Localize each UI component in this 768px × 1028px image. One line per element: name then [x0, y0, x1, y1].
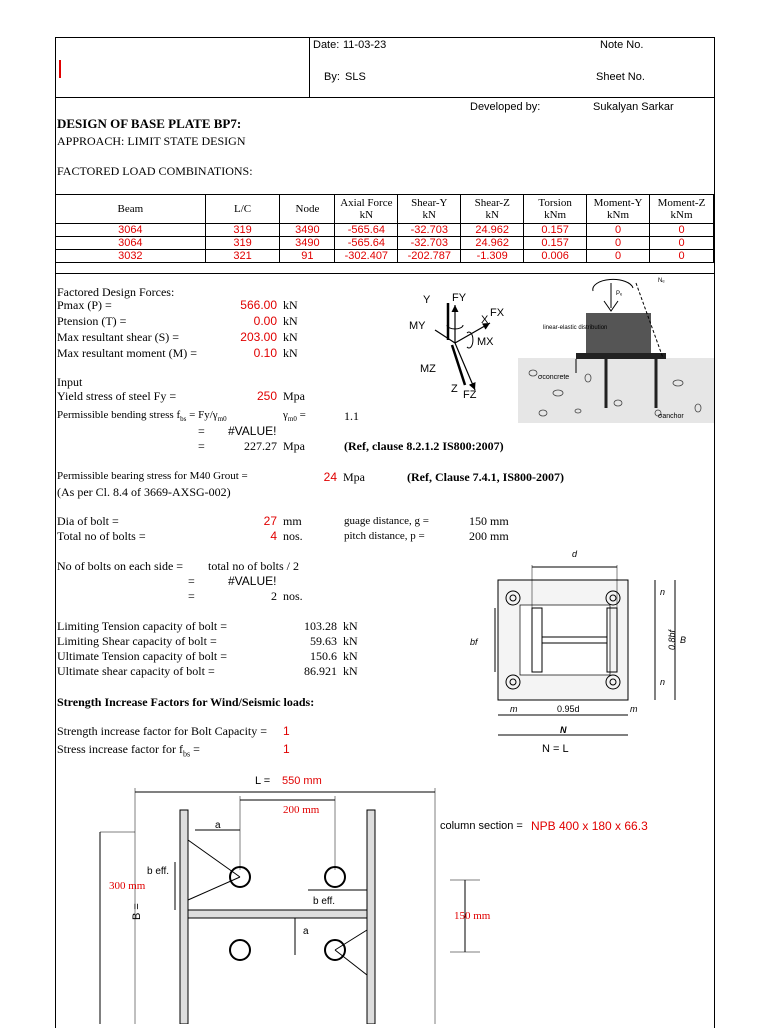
each-eq1: =: [188, 574, 195, 588]
total-value: 4: [270, 529, 277, 543]
cell: -1.309: [461, 250, 524, 263]
dia-label: Dia of bolt =: [57, 514, 119, 528]
header-shear-y: Shear-Y kN: [398, 195, 461, 224]
plan-08bf-label: 0.8bf: [667, 629, 677, 650]
cap-label: Ultimate shear capacity of bolt =: [57, 664, 215, 678]
by-label: By:: [324, 71, 340, 83]
axis-mx-label: MX: [477, 336, 494, 348]
cell: 0.157: [524, 237, 587, 250]
cap-label: Limiting Shear capacity of bolt =: [57, 634, 217, 648]
fbs-unit: Mpa: [283, 439, 305, 453]
bottom-b-label: B =: [131, 903, 143, 920]
fbs-value: 227.27: [244, 439, 277, 453]
column-section-value: NPB 400 x 180 x 66.3: [531, 819, 648, 833]
axis-fy-label: FY: [452, 292, 467, 304]
bottom-a-top-label: a: [215, 820, 221, 831]
bottom-plate-diagram: [95, 770, 495, 1024]
sheet-label: Sheet No.: [596, 71, 645, 83]
anchor-anchor-label: σanchor: [658, 413, 684, 420]
plate-plan-diagram: [460, 545, 710, 765]
cap-unit: kN: [343, 619, 358, 633]
forces-heading: Factored Design Forces:: [57, 285, 175, 299]
plan-d-label: d: [572, 549, 578, 559]
each-unit: nos.: [283, 589, 303, 603]
cell: -32.703: [398, 237, 461, 250]
load-combination-table: [55, 194, 714, 263]
bottom-b-value: 300 mm: [109, 880, 146, 892]
fy-value: 250: [256, 389, 277, 403]
total-unit: nos.: [283, 529, 303, 543]
plan-b-label: B: [680, 635, 687, 645]
cell: 0.006: [524, 250, 587, 263]
header-divider-v: [309, 37, 310, 97]
logo-red-mark: [59, 60, 61, 78]
cap-label: Limiting Tension capacity of bolt =: [57, 619, 228, 633]
each-value: 2: [271, 589, 277, 603]
fy-label: Yield stress of steel Fy =: [57, 389, 177, 403]
cap-unit: kN: [343, 634, 358, 648]
date-label: Date:: [313, 39, 340, 51]
cell: 319: [205, 237, 280, 250]
bottom-a-bottom-label: a: [303, 926, 309, 937]
bearing-unit: Mpa: [343, 470, 365, 484]
header-shear-z: Shear-Z kN: [461, 195, 524, 224]
bottom-beff-label-2: b eff.: [313, 896, 336, 907]
axes-diagram: [395, 285, 520, 410]
anchor-pe-label: Pₑ: [616, 291, 623, 297]
bearing-label: Permissible bearing stress for M40 Grout =: [57, 470, 248, 482]
eq1: =: [198, 424, 205, 438]
shear-value: 203.00: [240, 330, 277, 344]
dia-unit: mm: [283, 514, 302, 528]
input-heading: Input: [57, 375, 83, 389]
plan-m-label-right: m: [630, 704, 638, 714]
cell: 0: [650, 250, 714, 263]
gauge-label: guage distance, g =: [344, 515, 430, 527]
axis-z-label: Z: [451, 383, 458, 395]
anchor-ne-label: Nₑ: [658, 278, 665, 284]
cell: -565.64: [335, 237, 398, 250]
bottom-beff-label-1: b eff.: [147, 866, 170, 877]
note-label: Note No.: [600, 39, 644, 51]
moment-value: 0.10: [253, 346, 277, 360]
each-label: No of bolts on each side =: [57, 559, 184, 573]
bearing-value: 24: [323, 470, 337, 484]
factored-heading: FACTORED LOAD COMBINATIONS:: [57, 164, 253, 178]
axis-mz-label: MZ: [420, 363, 436, 375]
cell: 0: [650, 237, 714, 250]
table-row: [56, 237, 714, 250]
axis-fx-label: FX: [490, 307, 505, 319]
ref-clause-2: (Ref, Clause 7.4.1, IS800-2007): [407, 470, 564, 484]
anchor-dist-label: linear-elastic distribution: [543, 325, 608, 331]
cell: 3490: [280, 224, 335, 237]
header-divider-h: [55, 97, 714, 98]
bottom-gauge-label: 150 mm: [454, 910, 491, 922]
cell: 3490: [280, 237, 335, 250]
dia-value: 27: [263, 514, 277, 528]
approach-text: APPROACH: LIMIT STATE DESIGN: [57, 134, 246, 148]
cell: -565.64: [335, 224, 398, 237]
cell: -32.703: [398, 224, 461, 237]
cell: 0: [587, 224, 650, 237]
anchor-concrete-label: σconcrete: [538, 374, 570, 381]
cell: 3032: [56, 250, 206, 263]
date-value: 11-03-23: [343, 39, 387, 51]
gauge-value: 150 mm: [469, 514, 509, 528]
strength-heading: Strength Increase Factors for Wind/Seismic loads:: [57, 695, 315, 709]
eq2: =: [198, 439, 205, 453]
table-row: [56, 224, 714, 237]
cell: 24.962: [461, 224, 524, 237]
ptension-value: 0.00: [253, 314, 277, 328]
ref-clause-1: (Ref, clause 8.2.1.2 IS800:2007): [344, 439, 504, 453]
by-value: SLS: [345, 71, 366, 83]
plan-bf-label: bf: [470, 637, 478, 647]
cell: -202.787: [398, 250, 461, 263]
developed-value: Sukalyan Sarkar: [593, 101, 674, 113]
plan-n-label-bottom: n: [660, 677, 666, 687]
header-lc: L/C: [205, 195, 280, 224]
ptension-unit: kN: [283, 314, 298, 328]
plan-caption: N = L: [542, 743, 569, 755]
error-value-2: #VALUE!: [228, 574, 277, 588]
bolt-factor-value: 1: [283, 724, 290, 738]
cap-value: 86.921: [304, 664, 337, 678]
total-label: Total no of bolts =: [57, 529, 146, 543]
cap-unit: kN: [343, 664, 358, 678]
cell: 0: [587, 250, 650, 263]
header-torsion: Torsion kNm: [524, 195, 587, 224]
header-moment-z: Moment-Z kNm: [650, 195, 714, 224]
ptension-label: Ptension (T) =: [57, 314, 127, 328]
cell: 3064: [56, 224, 206, 237]
anchor-diagram: [518, 273, 714, 423]
fy-unit: Mpa: [283, 389, 305, 403]
bolt-factor-label: Strength increase factor for Bolt Capacity =: [57, 724, 268, 738]
cell: 3064: [56, 237, 206, 250]
table-row: [56, 250, 714, 263]
axis-fz-label: FZ: [463, 389, 477, 401]
bottom-pitch-label: 200 mm: [283, 804, 320, 816]
cap-value: 59.63: [310, 634, 337, 648]
pitch-label: pitch distance, p =: [344, 530, 425, 542]
pmax-unit: kN: [283, 298, 298, 312]
cap-value: 150.6: [310, 649, 337, 663]
axis-x-label: X: [481, 314, 489, 326]
cell: 0: [650, 224, 714, 237]
bearing-note: (As per Cl. 8.4 of 3669-AXSG-002): [57, 485, 231, 499]
cell: 0.157: [524, 224, 587, 237]
each-formula: total no of bolts / 2: [208, 559, 299, 573]
plan-095d-label: 0.95d: [557, 704, 580, 714]
stress-factor-label: Stress increase factor for $f_{bs}$ =: [57, 742, 200, 759]
cell: 319: [205, 224, 280, 237]
gamma-value: 1.1: [344, 409, 359, 423]
pmax-label: Pmax (P) =: [57, 298, 112, 312]
cell: 24.962: [461, 237, 524, 250]
bottom-l-value: 550 mm: [282, 775, 322, 787]
cell: 321: [205, 250, 280, 263]
developed-label: Developed by:: [470, 101, 541, 113]
moment-unit: kN: [283, 346, 298, 360]
moment-label: Max resultant moment (M) =: [57, 346, 198, 360]
cap-value: 103.28: [304, 619, 337, 633]
page-title: DESIGN OF BASE PLATE BP7:: [57, 116, 242, 131]
plan-n-label-top: n: [660, 587, 666, 597]
error-value-1: #VALUE!: [228, 424, 277, 438]
table-header-row: [56, 195, 714, 224]
plan-n-dim-label: N: [560, 725, 567, 735]
bottom-l-label: L =: [255, 775, 271, 787]
header-node: Node: [280, 195, 335, 224]
fbs-label: Permissible bending stress $f_{bs} = Fy/\gamma_{m0}$: [57, 409, 227, 424]
header-beam: Beam: [56, 195, 206, 224]
axis-y-label: Y: [423, 294, 431, 306]
pitch-value: 200 mm: [469, 529, 509, 543]
cell: 0: [587, 237, 650, 250]
gamma-label: $\gamma_{m0}$ =: [283, 409, 306, 424]
header-moment-y: Moment-Y kNm: [587, 195, 650, 224]
shear-unit: kN: [283, 330, 298, 344]
header-axial: Axial Force kN: [335, 195, 398, 224]
each-eq2: =: [188, 589, 195, 603]
stress-factor-value: 1: [283, 742, 290, 756]
cell: 91: [280, 250, 335, 263]
cap-label: Ultimate Tension capacity of bolt =: [57, 649, 227, 663]
cap-unit: kN: [343, 649, 358, 663]
column-section-label: column section =: [440, 820, 523, 832]
axis-my-label: MY: [409, 320, 426, 332]
cell: -302.407: [335, 250, 398, 263]
shear-label: Max resultant shear (S) =: [57, 330, 180, 344]
plan-m-label-left: m: [510, 704, 518, 714]
pmax-value: 566.00: [240, 298, 277, 312]
